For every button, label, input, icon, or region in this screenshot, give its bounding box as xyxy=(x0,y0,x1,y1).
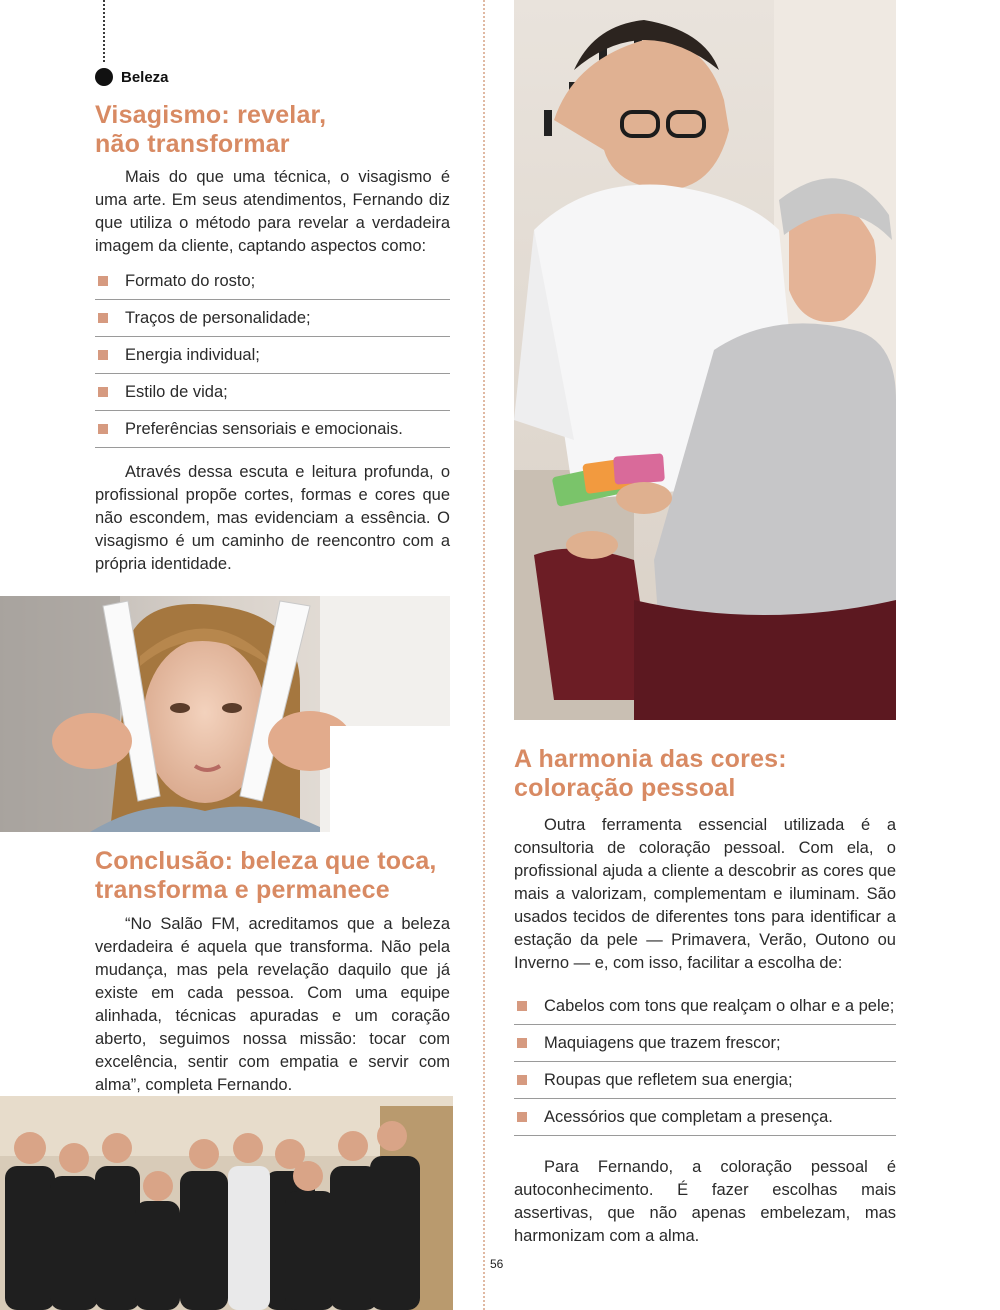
list-item: Acessórios que completam a presença. xyxy=(514,1099,896,1136)
color-consultation-illustration xyxy=(514,0,896,720)
bullet-square-icon xyxy=(517,1038,527,1048)
section-tag xyxy=(95,68,169,86)
color-consultation-photo xyxy=(514,0,896,720)
conclusao-title-line1: Conclusão: beleza que toca, xyxy=(95,847,437,875)
bullet-square-icon xyxy=(517,1001,527,1011)
list-item: Preferências sensoriais e emocionais. xyxy=(95,411,450,448)
conclusao-heading xyxy=(95,847,455,905)
visagism-ruler-illustration xyxy=(0,596,450,832)
section-dot-icon xyxy=(95,68,113,86)
bullet-square-icon xyxy=(517,1112,527,1122)
list-item: Roupas que refletem sua energia; xyxy=(514,1062,896,1099)
team-illustration xyxy=(0,1096,453,1310)
list-item: Cabelos com tons que realçam o olhar e a pele; xyxy=(514,988,896,1025)
harmonia-outro: Para Fernando, a coloração pessoal é autoconhecimento. É fazer escolhas mais assertivas, que não apenas embelezam, mas harmonizam com a alma. xyxy=(514,1158,896,1245)
team-photo xyxy=(0,1096,453,1310)
harmonia-title-line2: coloração pessoal xyxy=(514,774,736,802)
bullet-square-icon xyxy=(98,424,108,434)
visagismo-list xyxy=(95,263,450,448)
list-item: Traços de personalidade; xyxy=(95,300,450,337)
harmonia-title-line1: A harmonia das cores: xyxy=(514,745,787,773)
section-label: Beleza xyxy=(121,68,169,86)
visagismo-heading xyxy=(95,101,455,159)
harmonia-heading xyxy=(514,745,896,803)
list-item: Energia individual; xyxy=(95,337,450,374)
conclusao-title-line2: transforma e permanece xyxy=(95,876,390,904)
list-item: Formato do rosto; xyxy=(95,263,450,300)
top-dotted-guide xyxy=(103,0,105,62)
list-item: Estilo de vida; xyxy=(95,374,450,411)
visagismo-title-line1: Visagismo: revelar, xyxy=(95,101,327,129)
page-number: 56 xyxy=(490,1257,504,1271)
bullet-square-icon xyxy=(517,1075,527,1085)
column-dotted-divider xyxy=(483,0,485,1310)
visagismo-title-line2: não transformar xyxy=(95,130,290,158)
conclusao-text: “No Salão FM, acreditamos que a beleza verdadeira é aquela que transforma. Não pela mudança, mas pela revelação daquilo que já existe em cada pessoa. Com uma equipe alinhada, técnicas apuradas e um coração aberto, seguimos nossa missão: tocar com excelência, sentir com empatia e servir com alma”, completa Fernando. xyxy=(95,915,450,1094)
bullet-square-icon xyxy=(98,350,108,360)
bullet-square-icon xyxy=(98,313,108,323)
visagism-ruler-photo xyxy=(0,596,450,832)
visagismo-intro: Mais do que uma técnica, o visagismo é uma arte. Em seus atendimentos, Fernando diz que utiliza o método para revelar a verdadeira imagem da cliente, captando aspectos como: xyxy=(95,168,450,255)
bullet-square-icon xyxy=(98,276,108,286)
visagismo-outro: Através dessa escuta e leitura profunda, o profissional propõe cortes, formas e cores que não escondem, mas evidenciam a essência. O visagismo é um caminho de reencontro com a própria identidade. xyxy=(95,463,450,573)
bullet-square-icon xyxy=(98,387,108,397)
list-item: Maquiagens que trazem frescor; xyxy=(514,1025,896,1062)
harmonia-intro: Outra ferramenta essencial utilizada é a consultoria de coloração pessoal. Com ela, o profissional ajuda a cliente a descobrir as cores que mais a valorizam, complementam e iluminam. São usados tecidos de diferentes tons para identificar a estação da pele — Primavera, Verão, Outono ou Inverno — e, com isso, facilitar a escolha de: xyxy=(514,816,896,972)
harmonia-list xyxy=(514,988,896,1136)
